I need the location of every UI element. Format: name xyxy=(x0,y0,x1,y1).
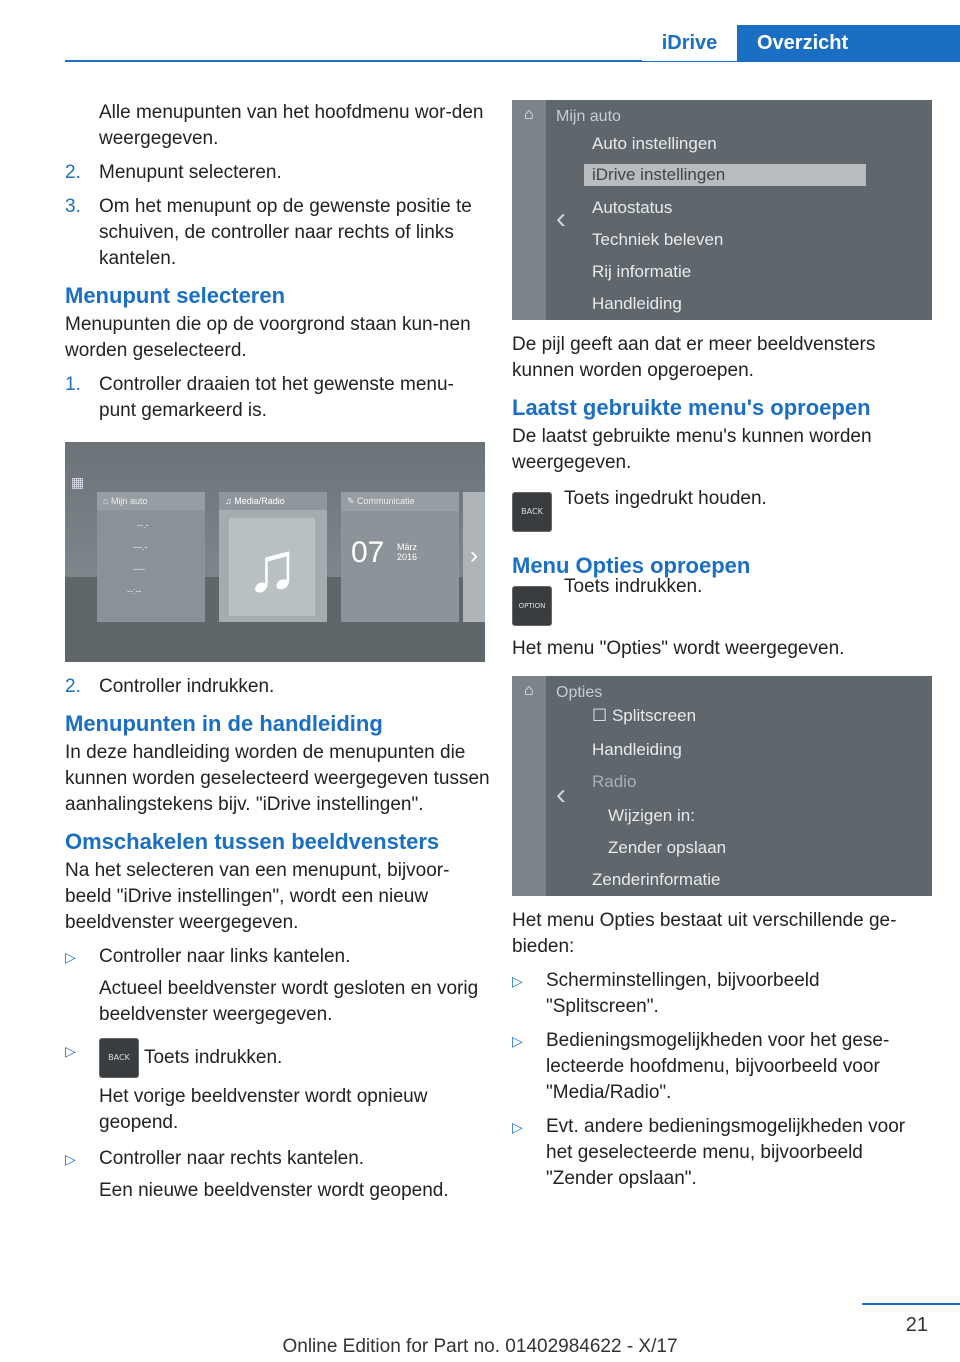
areas-text: Het menu Opties bestaat uit verschillende ge-bieden: xyxy=(512,910,897,957)
bullet-text: Controller naar rechts kantelen. xyxy=(99,1148,365,1169)
row-value: --.- xyxy=(137,520,149,530)
bullet-text: Scherminstellingen, bijvoorbeeld "Splitscreen". xyxy=(546,970,820,1017)
last-text: De laatst gebruikte menu's kunnen worden weergegeven. xyxy=(512,426,872,473)
bullet-right-detail: Een nieuwe beeldvenster wordt geopend. xyxy=(99,1180,449,1201)
menu-mijn-auto xyxy=(512,100,932,320)
main-menu-screenshot xyxy=(65,442,485,662)
bullet-text: Bedieningsmogelijkheden voor het gese-lecteerde hoofdmenu, bijvoorbeeld voor "Media/Radio". xyxy=(546,1030,890,1103)
tile-next[interactable] xyxy=(463,492,485,622)
select-step-2 xyxy=(65,674,485,700)
intro-text: Alle menupunten van het hoofdmenu wor-den weergegeven. xyxy=(99,102,484,149)
right-column xyxy=(512,100,932,1200)
step-3 xyxy=(65,194,485,272)
edition-footer: Online Edition for Part no. 01402984622 - X/17 xyxy=(282,1336,678,1357)
back-key-icon: BACK xyxy=(99,1038,139,1078)
chevron-left-icon: ‹ xyxy=(556,778,566,811)
tile-communicatie[interactable] xyxy=(341,492,459,622)
step-text: Menupunt selecteren. xyxy=(99,162,282,183)
options-shown-text: Het menu "Opties" wordt weergegeven. xyxy=(512,638,845,659)
menu-item[interactable]: Handleiding xyxy=(592,294,682,313)
header-tab-idrive[interactable]: iDrive xyxy=(642,25,737,61)
heading-menupunten-handleiding: Menupunten in de handleiding xyxy=(65,711,383,736)
menu-title: Mijn auto xyxy=(556,108,621,125)
menu-item[interactable]: Zender opslaan xyxy=(608,838,727,857)
menu-item[interactable]: ☐ Splitscreen xyxy=(592,706,697,725)
tile-mijn-auto[interactable] xyxy=(97,492,205,622)
step-number: 1. xyxy=(65,374,81,395)
option-key-row xyxy=(512,576,932,626)
step-text: Om het menupunt op de gewenste positie te schuiven, de controller naar rechts of links kantelen. xyxy=(99,196,472,269)
tile-label: ⌂ Mijn auto xyxy=(97,492,205,510)
arrow-bullet-icon: ▷ xyxy=(512,1033,523,1049)
bullet-bediening xyxy=(512,1028,932,1106)
arrow-text: De pijl geeft aan dat er meer beeldvensters kunnen worden opgeroepen. xyxy=(512,334,876,381)
footer-rule xyxy=(862,1303,960,1305)
bullet-left-detail: Actueel beeldvenster wordt gesloten en vorig beeldvenster weergegeven. xyxy=(99,978,479,1025)
menu-opties xyxy=(512,676,932,896)
option-key-icon: OPTION xyxy=(512,586,552,626)
opties-screenshot xyxy=(512,676,932,896)
arrow-bullet-icon: ▷ xyxy=(65,949,76,965)
home-icon: ⌂ xyxy=(524,106,534,123)
bullet-left xyxy=(65,944,485,970)
date-day: 07 xyxy=(351,536,385,569)
manual-text: In deze handleiding worden de menupunten die kunnen worden geselecteerd weergegeven tussen aanhalingstekens bijv. "iDrive instellingen". xyxy=(65,742,490,815)
step-text: Controller indrukken. xyxy=(99,676,275,697)
menu-item[interactable]: Auto instellingen xyxy=(592,134,717,153)
menu-item[interactable]: Handleiding xyxy=(592,740,682,759)
step-text: Controller draaien tot het gewenste menu-punt gemarkeerd is. xyxy=(99,374,454,421)
bullet-text: Controller naar links kantelen. xyxy=(99,946,351,967)
bullet-back-detail: Het vorige beeldvenster wordt opnieuw geopend. xyxy=(99,1086,428,1133)
row-value: ---.- xyxy=(133,542,148,552)
bullet-right xyxy=(65,1146,485,1172)
step-number: 2. xyxy=(65,676,81,697)
arrow-bullet-icon: ▷ xyxy=(512,1119,523,1135)
tile-media-radio[interactable] xyxy=(219,492,327,622)
page-number: 21 xyxy=(905,1314,928,1336)
home-icon: ⌂ xyxy=(524,682,534,699)
step-number: 3. xyxy=(65,196,81,217)
menu-item[interactable]: Techniek beleven xyxy=(592,230,724,249)
bullet-scherm xyxy=(512,968,932,1020)
menu-item[interactable]: Autostatus xyxy=(592,198,673,217)
option-key-text: Toets indrukken. xyxy=(564,576,703,597)
chevron-right-icon: › xyxy=(470,542,478,569)
menu-title: Opties xyxy=(556,684,603,701)
back-key-text: Toets ingedrukt houden. xyxy=(564,488,767,509)
music-note-icon: ♫ xyxy=(229,518,315,616)
left-column xyxy=(65,100,490,1214)
bullet-text: Evt. andere bedieningsmogelijkheden voor het geselecteerde menu, bijvoorbeeld "Zender opslaan". xyxy=(546,1116,906,1189)
tile-label: ✎ Communicatie xyxy=(341,492,459,511)
menu-item-selected[interactable]: iDrive instellingen xyxy=(584,164,866,186)
mijn-auto-screenshot xyxy=(512,100,932,320)
menu-layout-icon: ▦ xyxy=(71,474,85,490)
date-month-year: März 2016 xyxy=(397,542,418,562)
bullet-back xyxy=(65,1038,485,1078)
arrow-bullet-icon: ▷ xyxy=(65,1043,76,1059)
step-2 xyxy=(65,160,485,186)
tile-label: ♫ Media/Radio xyxy=(219,492,327,510)
menu-item[interactable]: Zenderinformatie xyxy=(592,870,721,889)
heading-menupunt-selecteren: Menupunt selecteren xyxy=(65,283,286,308)
back-key-icon: BACK xyxy=(512,492,552,532)
chevron-left-icon: ‹ xyxy=(556,202,566,235)
bullet-text: Toets indrukken. xyxy=(143,1047,283,1069)
bullet-evt xyxy=(512,1114,932,1192)
step-number: 2. xyxy=(65,162,81,183)
heading-laatst-gebruikte: Laatst gebruikte menu's oproepen xyxy=(512,395,871,420)
heading-omschakelen: Omschakelen tussen beeldvensters xyxy=(65,829,440,854)
row-value: ---- xyxy=(133,564,145,574)
header-tab-overzicht[interactable]: Overzicht xyxy=(737,25,960,62)
back-key-row xyxy=(512,486,932,530)
arrow-bullet-icon: ▷ xyxy=(512,973,523,989)
row-value: --:-- xyxy=(127,586,142,596)
menu-section-label: Radio xyxy=(592,772,637,791)
menu-item[interactable]: Rij informatie xyxy=(592,262,692,281)
select-step-1 xyxy=(65,372,485,424)
arrow-bullet-icon: ▷ xyxy=(65,1151,76,1167)
switch-text: Na het selecteren van een menupunt, bijvoor-beeld "iDrive instellingen", wordt een nieuw beeldvenster weergegeven. xyxy=(65,860,450,933)
heading-menu-opties: Menu Opties oproepen xyxy=(512,553,751,578)
menu-item[interactable]: Wijzigen in: xyxy=(608,806,695,825)
select-text: Menupunten die op de voorgrond staan kun-nen worden geselecteerd. xyxy=(65,314,471,361)
